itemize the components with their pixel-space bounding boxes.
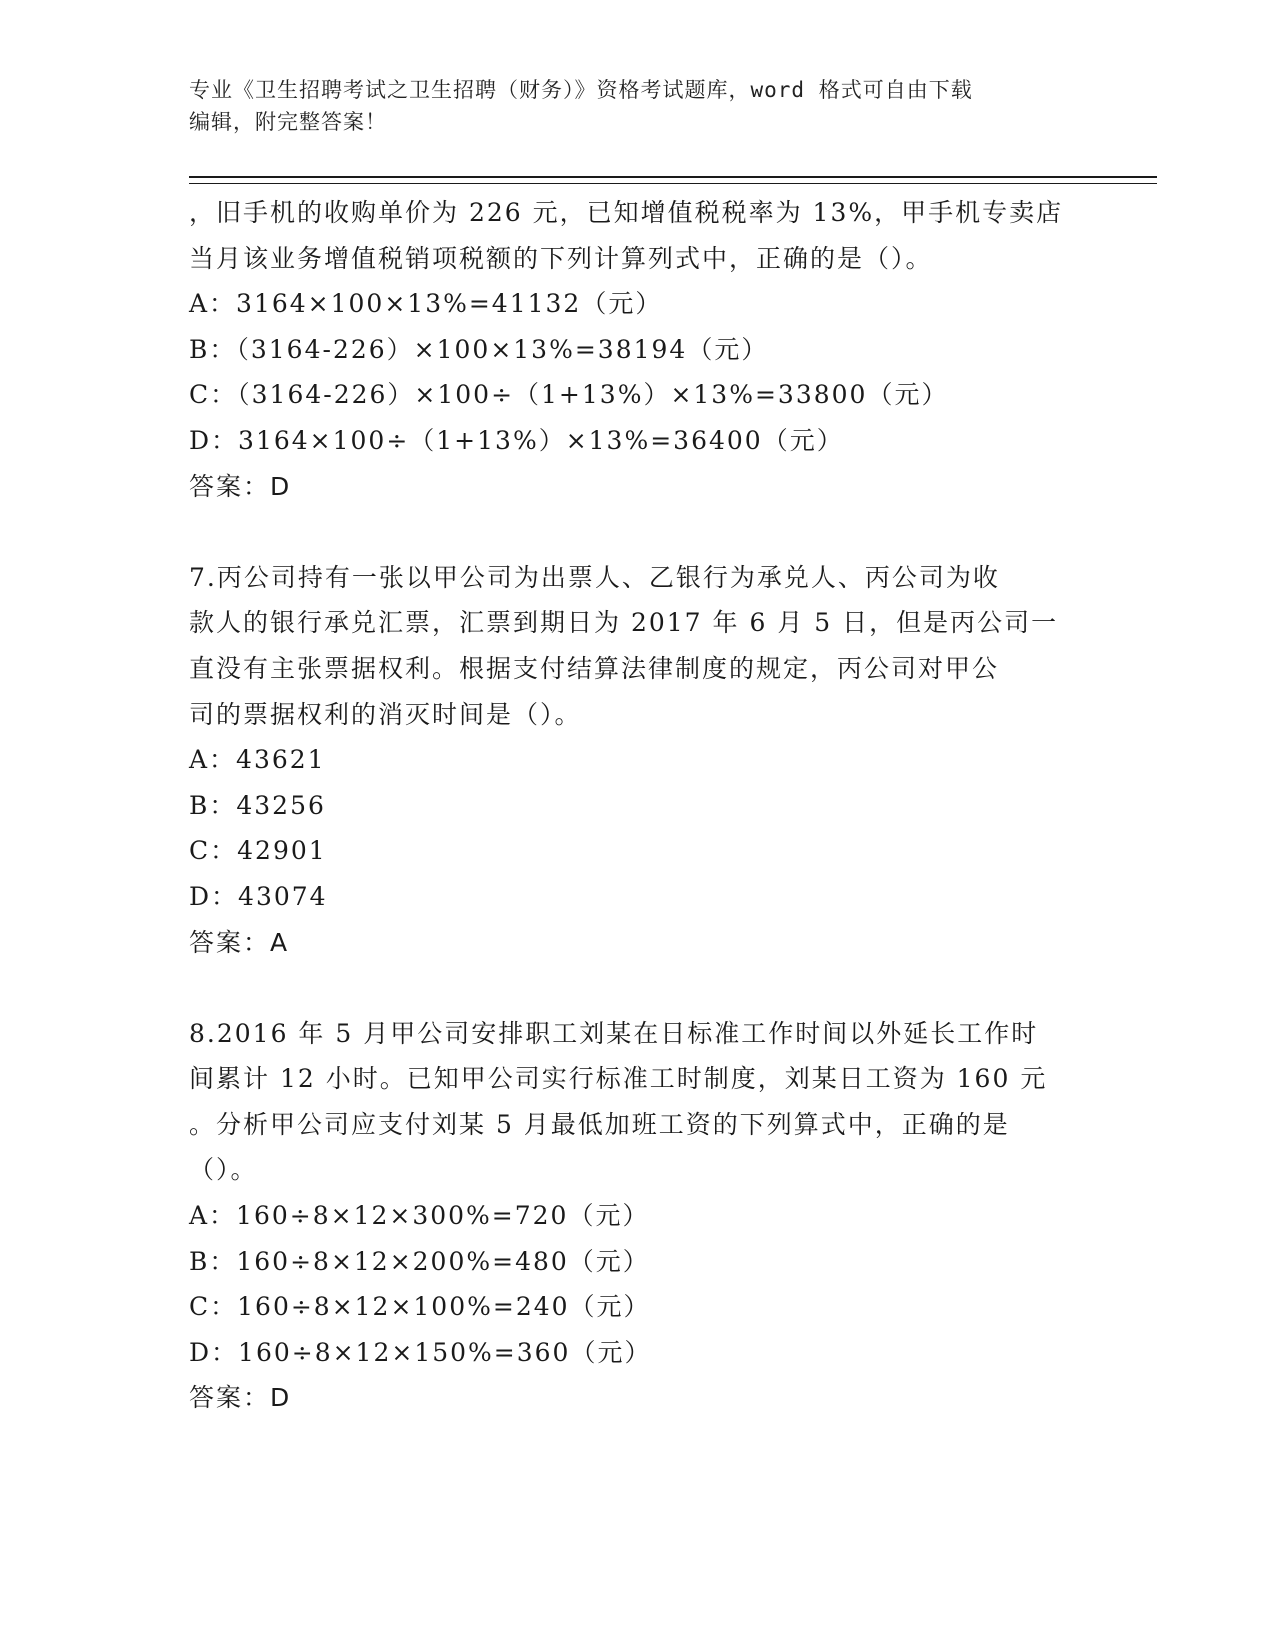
option-c: C：42901 — [189, 836, 327, 866]
question-text-line: 直没有主张票据权利。根据支付结算法律制度的规定，丙公司对甲公 — [189, 653, 1000, 683]
question-text-line: （）。 — [189, 1155, 258, 1185]
question-text-line: 当月该业务增值税销项税额的下列计算列式中，正确的是（）。 — [189, 243, 933, 273]
option-a: A：160÷8×12×300%=720（元） — [189, 1201, 650, 1231]
option-b: B：43256 — [189, 790, 326, 820]
document-body — [189, 190, 1089, 1421]
header-line-1: 专业《卫生招聘考试之卫生招聘（财务）》资格考试题库，word 格式可自由下载 — [189, 78, 973, 102]
spacer — [189, 965, 1089, 1011]
option-d: D：160÷8×12×150%=360（元） — [189, 1337, 652, 1367]
option-c: C：（3164-226）×100÷（1+13%）×13%=33800（元） — [189, 380, 949, 410]
answer: 答案：D — [189, 1383, 292, 1413]
option-a: A：43621 — [189, 745, 326, 775]
question-text-line: 7.丙公司持有一张以甲公司为出票人、乙银行为承兑人、丙公司为收 — [189, 562, 1000, 592]
option-a: A：3164×100×13%=41132（元） — [189, 289, 663, 319]
header-line-2: 编辑，附完整答案！ — [189, 110, 387, 134]
option-b: B：160÷8×12×200%=480（元） — [189, 1246, 650, 1276]
option-d: D：3164×100÷（1+13%）×13%=36400（元） — [189, 425, 844, 455]
question-text-line: 间累计 12 小时。已知甲公司实行标准工时制度，刘某日工资为 160 元 — [189, 1064, 1048, 1094]
question-text-line: 。分析甲公司应支付刘某 5 月最低加班工资的下列算式中，正确的是 — [189, 1109, 1010, 1139]
option-d: D：43074 — [189, 881, 328, 911]
option-b: B：（3164-226）×100×13%=38194（元） — [189, 334, 769, 364]
question-text-line: 8.2016 年 5 月甲公司安排职工刘某在日标准工作时间以外延长工作时 — [189, 1018, 1039, 1048]
header-divider-thin — [189, 183, 1157, 184]
option-c: C：160÷8×12×100%=240（元） — [189, 1292, 651, 1322]
answer: 答案：D — [189, 471, 292, 501]
header-divider-thick — [189, 176, 1157, 178]
question-text-line: ，旧手机的收购单价为 226 元，已知增值税税率为 13%，甲手机专卖店 — [189, 198, 1064, 227]
answer: 答案：A — [189, 927, 290, 957]
question-text-line: 款人的银行承兑汇票，汇票到期日为 2017 年 6 月 5 日，但是丙公司一 — [189, 608, 1059, 638]
spacer — [189, 509, 1089, 555]
question-7 — [189, 555, 1089, 965]
page-header — [189, 74, 1069, 138]
question-6-continuation — [189, 190, 1089, 509]
question-text-line: 司的票据权利的消灭时间是（）。 — [189, 699, 582, 729]
question-8 — [189, 1011, 1089, 1421]
